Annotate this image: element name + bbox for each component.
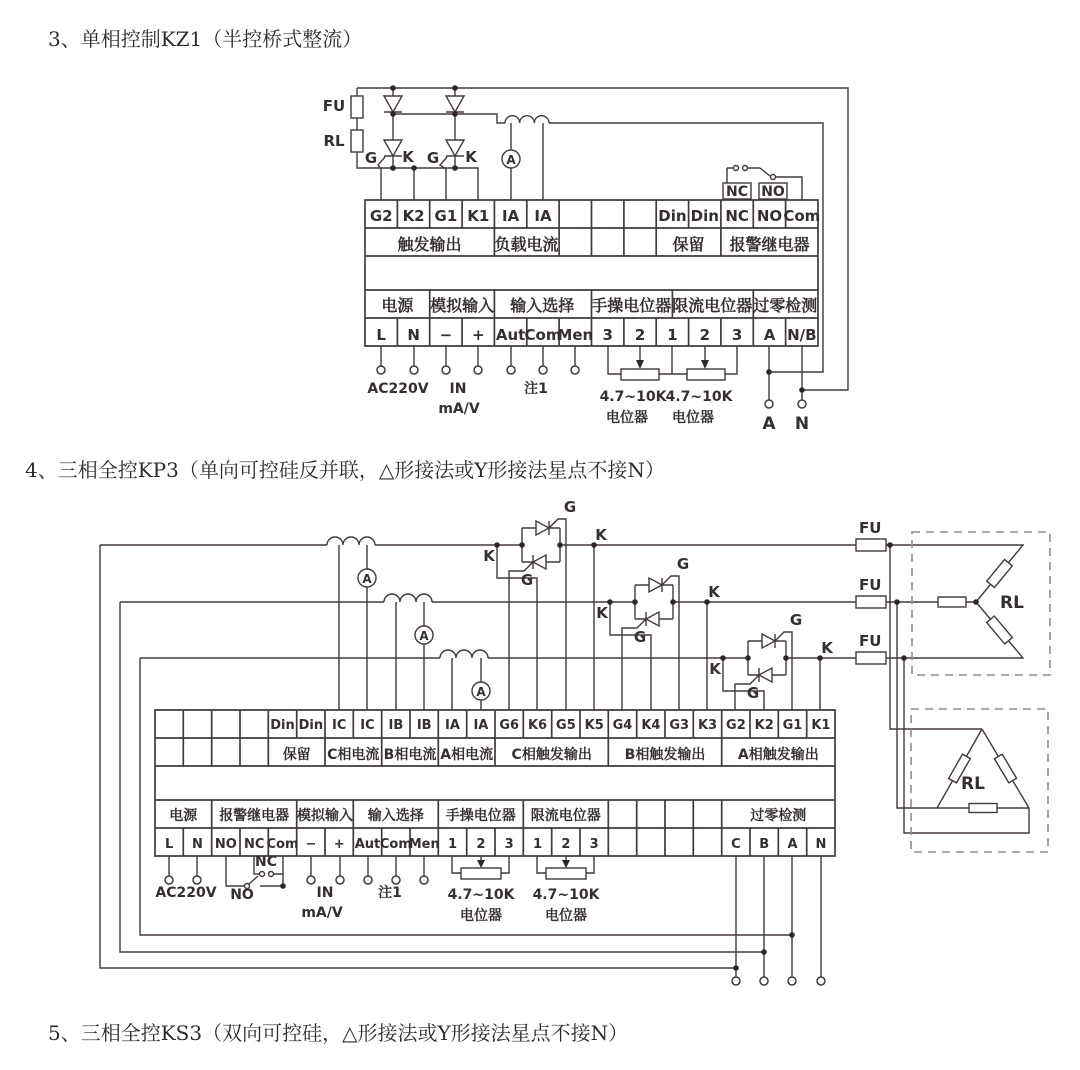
kp3-g-label: G bbox=[520, 571, 534, 589]
kz1-note1-label: 注1 bbox=[524, 381, 548, 397]
kp3-pot2-body bbox=[546, 868, 586, 879]
diagram-kp3 bbox=[100, 498, 1050, 985]
section3-title: 3、单相控制KZ1（半控桥式整流） bbox=[48, 27, 363, 51]
kz1-bottom-cells-12: A bbox=[763, 326, 776, 344]
kp3-g-label: G bbox=[633, 628, 647, 646]
kp3-thyristor bbox=[646, 612, 659, 626]
kp3-group-limit-pot: 限流电位器 bbox=[530, 808, 601, 824]
kz1-bottom-cells bbox=[376, 326, 816, 344]
kz1-top-cells-2: G1 bbox=[434, 207, 458, 225]
kz1-bottom-cells-8: 2 bbox=[634, 326, 646, 344]
kp3-wye-resistor-a bbox=[987, 616, 1013, 644]
kz1-pot1-name: 电位器 bbox=[606, 410, 648, 426]
kz1-bottom-cells-11: 3 bbox=[731, 326, 743, 344]
kp3-top-cells bbox=[270, 718, 830, 733]
kz1-diode1 bbox=[384, 96, 402, 112]
kp3-bottom-cells-23: N bbox=[815, 837, 827, 852]
kp3-fu-label: FU bbox=[859, 576, 882, 594]
kz1-bottom-cells-5: Com bbox=[524, 326, 562, 344]
kp3-bottom-cells-10: 1 bbox=[447, 837, 458, 852]
kp3-fuse-b bbox=[856, 596, 886, 608]
kz1-bottom-cells-3: + bbox=[472, 326, 485, 344]
kp3-bottom-cells-14: 2 bbox=[561, 837, 571, 852]
kp3-pot1-wiper-arrow bbox=[477, 860, 485, 868]
kz1-pot2-name: 电位器 bbox=[672, 410, 714, 426]
kp3-thyristor bbox=[759, 668, 772, 682]
kp3-fu-label: FU bbox=[859, 519, 882, 537]
kp3-thyristor bbox=[649, 578, 662, 592]
kp3-bottom-cells-22: A bbox=[787, 837, 798, 852]
kp3-g-label: G bbox=[789, 611, 803, 629]
kp3-wye-resistor-b bbox=[938, 597, 966, 607]
kp3-top-cells-4: Din bbox=[270, 718, 295, 733]
kp3-no-label: NO bbox=[230, 887, 254, 903]
kp3-delta-rl-label: RL bbox=[961, 774, 985, 794]
kz1-group-manual-pot: 手操电位器 bbox=[591, 296, 672, 315]
kp3-bottom-cells-9: Men bbox=[408, 837, 440, 852]
kz1-top-cells-13: Com bbox=[783, 207, 821, 225]
kz1-ct-coil bbox=[505, 116, 549, 123]
section4-title: 4、三相全控KP3（单向可控硅反并联，△形接法或Y形接法星点不接N） bbox=[25, 458, 665, 482]
kz1-top-cells-1: K2 bbox=[402, 207, 425, 225]
kp3-group-b-trigger: B相触发输出 bbox=[624, 747, 706, 763]
kp3-pot2-name: 电位器 bbox=[545, 908, 587, 924]
kz1-thyristor2 bbox=[446, 140, 464, 156]
kp3-pot1-name: 电位器 bbox=[460, 908, 502, 924]
kz1-relay-contact bbox=[771, 175, 776, 180]
kp3-pot1-value: 4.7~10K bbox=[447, 887, 515, 903]
kz1-pot1-wiper-arrow bbox=[636, 360, 644, 369]
kp3-bottom-cells-8: Com bbox=[379, 837, 412, 852]
kp3-group-a-trigger: A相触发输出 bbox=[737, 747, 819, 763]
kz1-bottom-cells-6: Men bbox=[557, 326, 594, 344]
kz1-gate-label: G bbox=[364, 149, 378, 167]
kz1-bottom-cells-13: N/B bbox=[787, 326, 817, 344]
kz1-output-a: A bbox=[762, 414, 776, 434]
kp3-bottom-cells-5: − bbox=[305, 837, 317, 852]
kp3-bottom-cells-2: NO bbox=[214, 837, 237, 852]
kz1-bottom-cells-7: 3 bbox=[602, 326, 613, 344]
kp3-ac220v-label: AC220V bbox=[155, 885, 217, 901]
kp3-bottom-cells-12: 3 bbox=[504, 837, 514, 852]
kz1-pot2-body bbox=[687, 369, 725, 380]
kz1-output-n: N bbox=[794, 414, 810, 434]
kz1-group-limit-pot: 限流电位器 bbox=[672, 296, 753, 315]
kz1-ac220v-label: AC220V bbox=[367, 381, 429, 397]
kp3-ammeter-letter: A bbox=[419, 629, 429, 643]
kz1-cathode-label: K bbox=[402, 148, 414, 166]
kp3-fuse-a bbox=[856, 652, 886, 664]
kp3-group-a-current: A相电流 bbox=[440, 747, 494, 763]
kp3-thyristor bbox=[533, 555, 546, 569]
kp3-pot1-body bbox=[461, 868, 501, 879]
kp3-top-cells-20: G2 bbox=[726, 718, 746, 733]
kz1-pot1-value: 4.7~10K bbox=[599, 389, 667, 405]
kp3-group-power: 电源 bbox=[169, 808, 198, 824]
kp3-bottom-cells-3: NC bbox=[243, 837, 265, 852]
kz1-nc-label: NC bbox=[726, 184, 748, 200]
kp3-thyristor bbox=[536, 521, 549, 535]
kz1-rl-label: RL bbox=[323, 132, 345, 150]
kp3-bottom-cells-6: + bbox=[333, 837, 345, 852]
kp3-k-label: K bbox=[821, 639, 833, 657]
kp3-group-c-current: C相电流 bbox=[327, 747, 380, 763]
kp3-top-cells-9: IB bbox=[416, 718, 432, 733]
kz1-ammeter-letter: A bbox=[506, 153, 516, 167]
kp3-top-cells-17: K4 bbox=[641, 718, 661, 733]
kp3-nc-label: NC bbox=[255, 854, 277, 870]
kz1-no-label: NO bbox=[761, 184, 785, 200]
kz1-group-power: 电源 bbox=[381, 296, 414, 315]
kp3-k-label: K bbox=[709, 660, 721, 678]
kp3-relay-contact bbox=[260, 872, 265, 877]
kp3-delta-resistor-bottom bbox=[969, 804, 997, 813]
kz1-top-cells-4: IA bbox=[501, 207, 520, 225]
kp3-top-cells-11: IA bbox=[473, 718, 489, 733]
kz1-gate-label: G bbox=[426, 149, 440, 167]
kp3-group-reserved: 保留 bbox=[282, 747, 311, 763]
kp3-fu-label: FU bbox=[859, 632, 882, 650]
kz1-fu-label: FU bbox=[322, 97, 346, 115]
kz1-relay-contact bbox=[734, 166, 739, 171]
kp3-g-label: G bbox=[676, 555, 690, 573]
kp3-k-label: K bbox=[483, 547, 495, 565]
kp3-thyristor bbox=[762, 634, 775, 648]
kp3-top-cells-5: Din bbox=[298, 718, 324, 733]
kz1-group-input-select: 输入选择 bbox=[510, 296, 575, 315]
kz1-in-label: IN bbox=[449, 381, 467, 397]
kz1-bottom-cells-0: L bbox=[376, 326, 386, 344]
kp3-top-cells-21: K2 bbox=[754, 718, 774, 733]
kp3-bottom-cells-21: B bbox=[759, 837, 770, 852]
kp3-g-label: G bbox=[563, 498, 577, 516]
kp3-top-cells-14: G5 bbox=[556, 718, 576, 733]
kz1-pot2-value: 4.7~10K bbox=[665, 389, 733, 405]
kz1-thyristor1 bbox=[384, 140, 402, 156]
kp3-k-label: K bbox=[595, 526, 607, 544]
kp3-top-cells-19: K3 bbox=[697, 718, 718, 733]
kz1-terminal-block bbox=[365, 200, 821, 346]
kp3-group-input-select: 输入选择 bbox=[367, 808, 424, 824]
kp3-top-cells-8: IB bbox=[388, 718, 404, 733]
kz1-top-cells-3: K1 bbox=[467, 207, 490, 225]
kp3-top-cells-22: G1 bbox=[782, 718, 803, 733]
kp3-k-label: K bbox=[708, 583, 720, 601]
kz1-bottom-cells-4: Aut bbox=[495, 326, 526, 344]
kz1-diode2 bbox=[446, 96, 464, 112]
kp3-in-label: IN bbox=[316, 885, 334, 901]
kp3-wye-load-box bbox=[912, 532, 1050, 675]
kp3-group-zero-cross: 过零检测 bbox=[750, 808, 807, 824]
kz1-mav-label: mA/V bbox=[438, 401, 480, 417]
kz1-bottom-cells-2: − bbox=[439, 326, 453, 344]
kp3-fuse-c bbox=[856, 539, 886, 551]
kp3-top-cells-13: K6 bbox=[527, 718, 548, 733]
kp3-mav-label: mA/V bbox=[301, 905, 343, 921]
kp3-group-b-current: B相电流 bbox=[383, 747, 437, 763]
kp3-top-cells-16: G4 bbox=[612, 718, 633, 733]
kz1-group-alarm-relay: 报警继电器 bbox=[729, 235, 810, 254]
kp3-pot2-wiper-arrow bbox=[562, 860, 570, 868]
kp3-bottom-cells-1: N bbox=[192, 837, 203, 852]
kp3-group-analog-in: 模拟输入 bbox=[297, 808, 353, 824]
kp3-ammeter-letter: A bbox=[476, 685, 486, 699]
kz1-top-cells-10: Din bbox=[690, 207, 719, 225]
kz1-bottom-cells-1: N bbox=[407, 326, 420, 344]
kz1-top-cells-12: NO bbox=[756, 207, 783, 225]
kz1-top-cells-11: NC bbox=[725, 207, 749, 225]
kp3-top-cells-23: K1 bbox=[811, 718, 831, 733]
kp3-bottom-cells-4: Com bbox=[266, 837, 299, 852]
kp3-group-c-trigger: C相触发输出 bbox=[511, 747, 592, 763]
kp3-k-label: K bbox=[596, 604, 608, 622]
kz1-group-load-current: 负载电流 bbox=[494, 235, 559, 254]
kz1-group-trigger-out: 触发输出 bbox=[397, 235, 462, 254]
kz1-top-cells-0: G2 bbox=[369, 207, 393, 225]
kp3-delta-resistor-right bbox=[994, 754, 1016, 783]
kp3-group-alarm-relay: 报警继电器 bbox=[219, 808, 290, 824]
kp3-top-cells-18: G3 bbox=[669, 718, 690, 733]
kp3-ammeter-letter: A bbox=[362, 572, 372, 586]
kz1-load-resistor bbox=[351, 130, 363, 152]
kp3-bottom-cells-0: L bbox=[165, 837, 174, 852]
kp3-bottom-cells-20: C bbox=[731, 837, 741, 852]
kz1-pot2-wiper-arrow bbox=[701, 360, 709, 369]
kp3-group-manual-pot: 手操电位器 bbox=[445, 808, 516, 824]
kp3-bottom-cells-7: Aut bbox=[354, 837, 381, 852]
kz1-relay-contact bbox=[743, 166, 748, 171]
kz1-group-reserved: 保留 bbox=[672, 235, 705, 254]
kp3-pot2-value: 4.7~10K bbox=[532, 887, 600, 903]
kp3-note1-label: 注1 bbox=[378, 885, 402, 901]
kp3-top-cells-7: IC bbox=[360, 718, 375, 733]
kp3-bottom-cells-13: 1 bbox=[532, 837, 543, 852]
kz1-bottom-cells-10: 2 bbox=[699, 326, 711, 344]
kz1-group-zero-cross: 过零检测 bbox=[753, 296, 818, 315]
kz1-group-analog-in: 模拟输入 bbox=[430, 296, 495, 315]
kp3-top-cells-10: IA bbox=[445, 718, 460, 733]
kp3-bottom-cells-15: 3 bbox=[589, 837, 599, 852]
kz1-top-cells-9: Din bbox=[658, 207, 687, 225]
kz1-bottom-cells-9: 1 bbox=[667, 326, 678, 344]
kp3-wye-rl-label: RL bbox=[1000, 593, 1024, 613]
kz1-fuse bbox=[351, 96, 363, 118]
kp3-top-cells-12: G6 bbox=[499, 718, 520, 733]
kp3-ct-coils bbox=[327, 537, 488, 658]
kp3-top-cells-6: IC bbox=[332, 718, 347, 733]
kz1-top-cells-5: IA bbox=[534, 207, 552, 225]
diagram-kz1 bbox=[323, 85, 848, 434]
kz1-pot1-body bbox=[621, 369, 659, 380]
kp3-g-label: G bbox=[746, 684, 760, 702]
kp3-bottom-cells-11: 2 bbox=[476, 837, 486, 852]
kp3-wye-resistor-c bbox=[987, 560, 1013, 588]
kz1-cathode-label: K bbox=[465, 148, 477, 166]
kp3-relay-contact bbox=[269, 872, 274, 877]
kp3-top-cells-15: K5 bbox=[584, 718, 604, 733]
section5-title: 5、三相全控KS3（双向可控硅，△形接法或Y形接法星点不接N） bbox=[48, 1021, 629, 1045]
